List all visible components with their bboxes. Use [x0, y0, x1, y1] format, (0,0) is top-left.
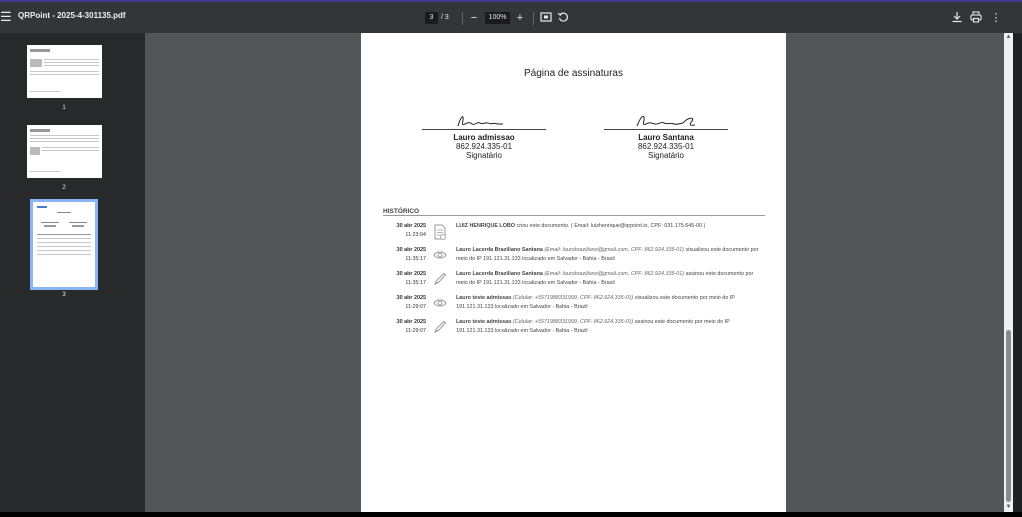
history-text: Lauro teste admissao (Celular: +5571988331999, CPF: 862.924.335-01) assinou este documento por meio do IP 191.121.31.133 localizado em Salvador - Bahia - Brazil [456, 319, 730, 334]
signer-role: Signatário [647, 151, 685, 160]
history-entry [383, 294, 765, 318]
history-title: HISTÓRICO [383, 208, 420, 215]
history-entry [383, 246, 765, 270]
history-text: Lauro Lacerda Braziliano Santana (Email: laurobraziliano@gmail.com, CPF: 862.924.335-01) assinou este documento por meio do IP 191.121.31.133 localizado em Salvador - Bahia - Brazil [456, 271, 754, 286]
zoom-in-icon[interactable]: + [516, 12, 524, 24]
document-title: QRPoint - 2025-4-301135.pdf [18, 11, 126, 20]
signer-name: Lauro Santana [638, 133, 694, 142]
thumbnail-page-3-selected[interactable] [33, 202, 95, 287]
history-entry [383, 270, 765, 294]
fit-page-icon[interactable] [539, 11, 553, 25]
signature-line [422, 129, 546, 130]
thumbnail-sidebar [0, 33, 145, 512]
thumbnail-label: 3 [62, 292, 66, 298]
vertical-scrollbar[interactable] [1004, 33, 1013, 512]
history-text: Lauro teste admissao (Celular: +5571988331999, CPF: 862.924.335-01) visualizou este documento por meio do IP 191.121.31.133 localizado em Salvador - Bahia - Brazil [456, 295, 735, 310]
handwritten-signature [422, 113, 546, 129]
signer-cpf: 862.924.335-01 [637, 142, 695, 151]
window-bottom-edge [0, 512, 1022, 517]
pdf-toolbar [0, 2, 1022, 33]
signer-name: Lauro admissao [453, 133, 515, 142]
thumbnail-page-1[interactable] [27, 45, 102, 98]
scrollbar-thumb[interactable] [1006, 330, 1011, 502]
more-vert-icon[interactable]: ⋮ [990, 12, 1002, 24]
history-timestamp: 30 abr 2025 11:35:17 [396, 247, 426, 262]
toolbar-divider [533, 12, 534, 25]
window-edge [1013, 33, 1022, 512]
page-heading: Página de assinaturas [524, 68, 623, 79]
rotate-icon[interactable] [556, 11, 570, 25]
eye-icon [433, 296, 447, 312]
eye-icon [433, 248, 447, 264]
toolbar-divider [462, 12, 463, 25]
history-divider [383, 215, 765, 216]
history-timestamp: 30 abr 2025 11:29:07 [396, 319, 426, 334]
download-icon[interactable] [950, 11, 964, 25]
document-icon [433, 224, 447, 240]
pen-icon [433, 320, 447, 336]
thumbnail-label: 2 [62, 185, 66, 191]
pdf-page [361, 33, 786, 512]
history-timestamp: 30 abr 2025 11:29:07 [396, 295, 426, 310]
history-entry [383, 318, 765, 342]
signature-block [604, 113, 728, 160]
zoom-input[interactable]: 100% [485, 12, 510, 24]
signature-line [604, 129, 728, 130]
handwritten-signature [604, 113, 728, 129]
thumbnail-page-2[interactable] [27, 125, 102, 178]
scroll-up-arrow-icon[interactable]: ▲ [1005, 34, 1012, 40]
menu-icon[interactable]: ☰ [0, 9, 12, 24]
history-text: LUIZ HENRIQUE LOBO criou este documento. ( Email: luizhenrique@qrpoint.io, CPF: 031.175.645-00 ) [456, 223, 706, 229]
signature-block [422, 113, 546, 160]
signer-role: Signatário [465, 151, 503, 160]
history-timestamp: 30 abr 2025 11:35:17 [396, 271, 426, 286]
history-timestamp: 30 abr 2025 11:23:04 [396, 223, 426, 238]
page-total: / 3 [441, 14, 449, 21]
thumbnail-label: 1 [62, 105, 66, 111]
scroll-down-arrow-icon[interactable]: ▼ [1005, 504, 1012, 510]
document-viewer[interactable] [145, 33, 1004, 512]
signer-cpf: 862.924.335-01 [455, 142, 513, 151]
history-entry [383, 222, 765, 246]
zoom-out-icon[interactable]: − [470, 12, 478, 24]
page-number-input[interactable]: 3 [425, 12, 438, 24]
history-text: Lauro Lacerda Braziliano Santana (Email: laurobraziliano@gmail.com, CPF: 862.924.335-01) visualizou este documento por meio do IP 191.121.31.133 localizado em Salvador - Bahia - Brazil [456, 247, 759, 262]
pen-icon [433, 272, 447, 288]
print-icon[interactable] [969, 11, 983, 25]
